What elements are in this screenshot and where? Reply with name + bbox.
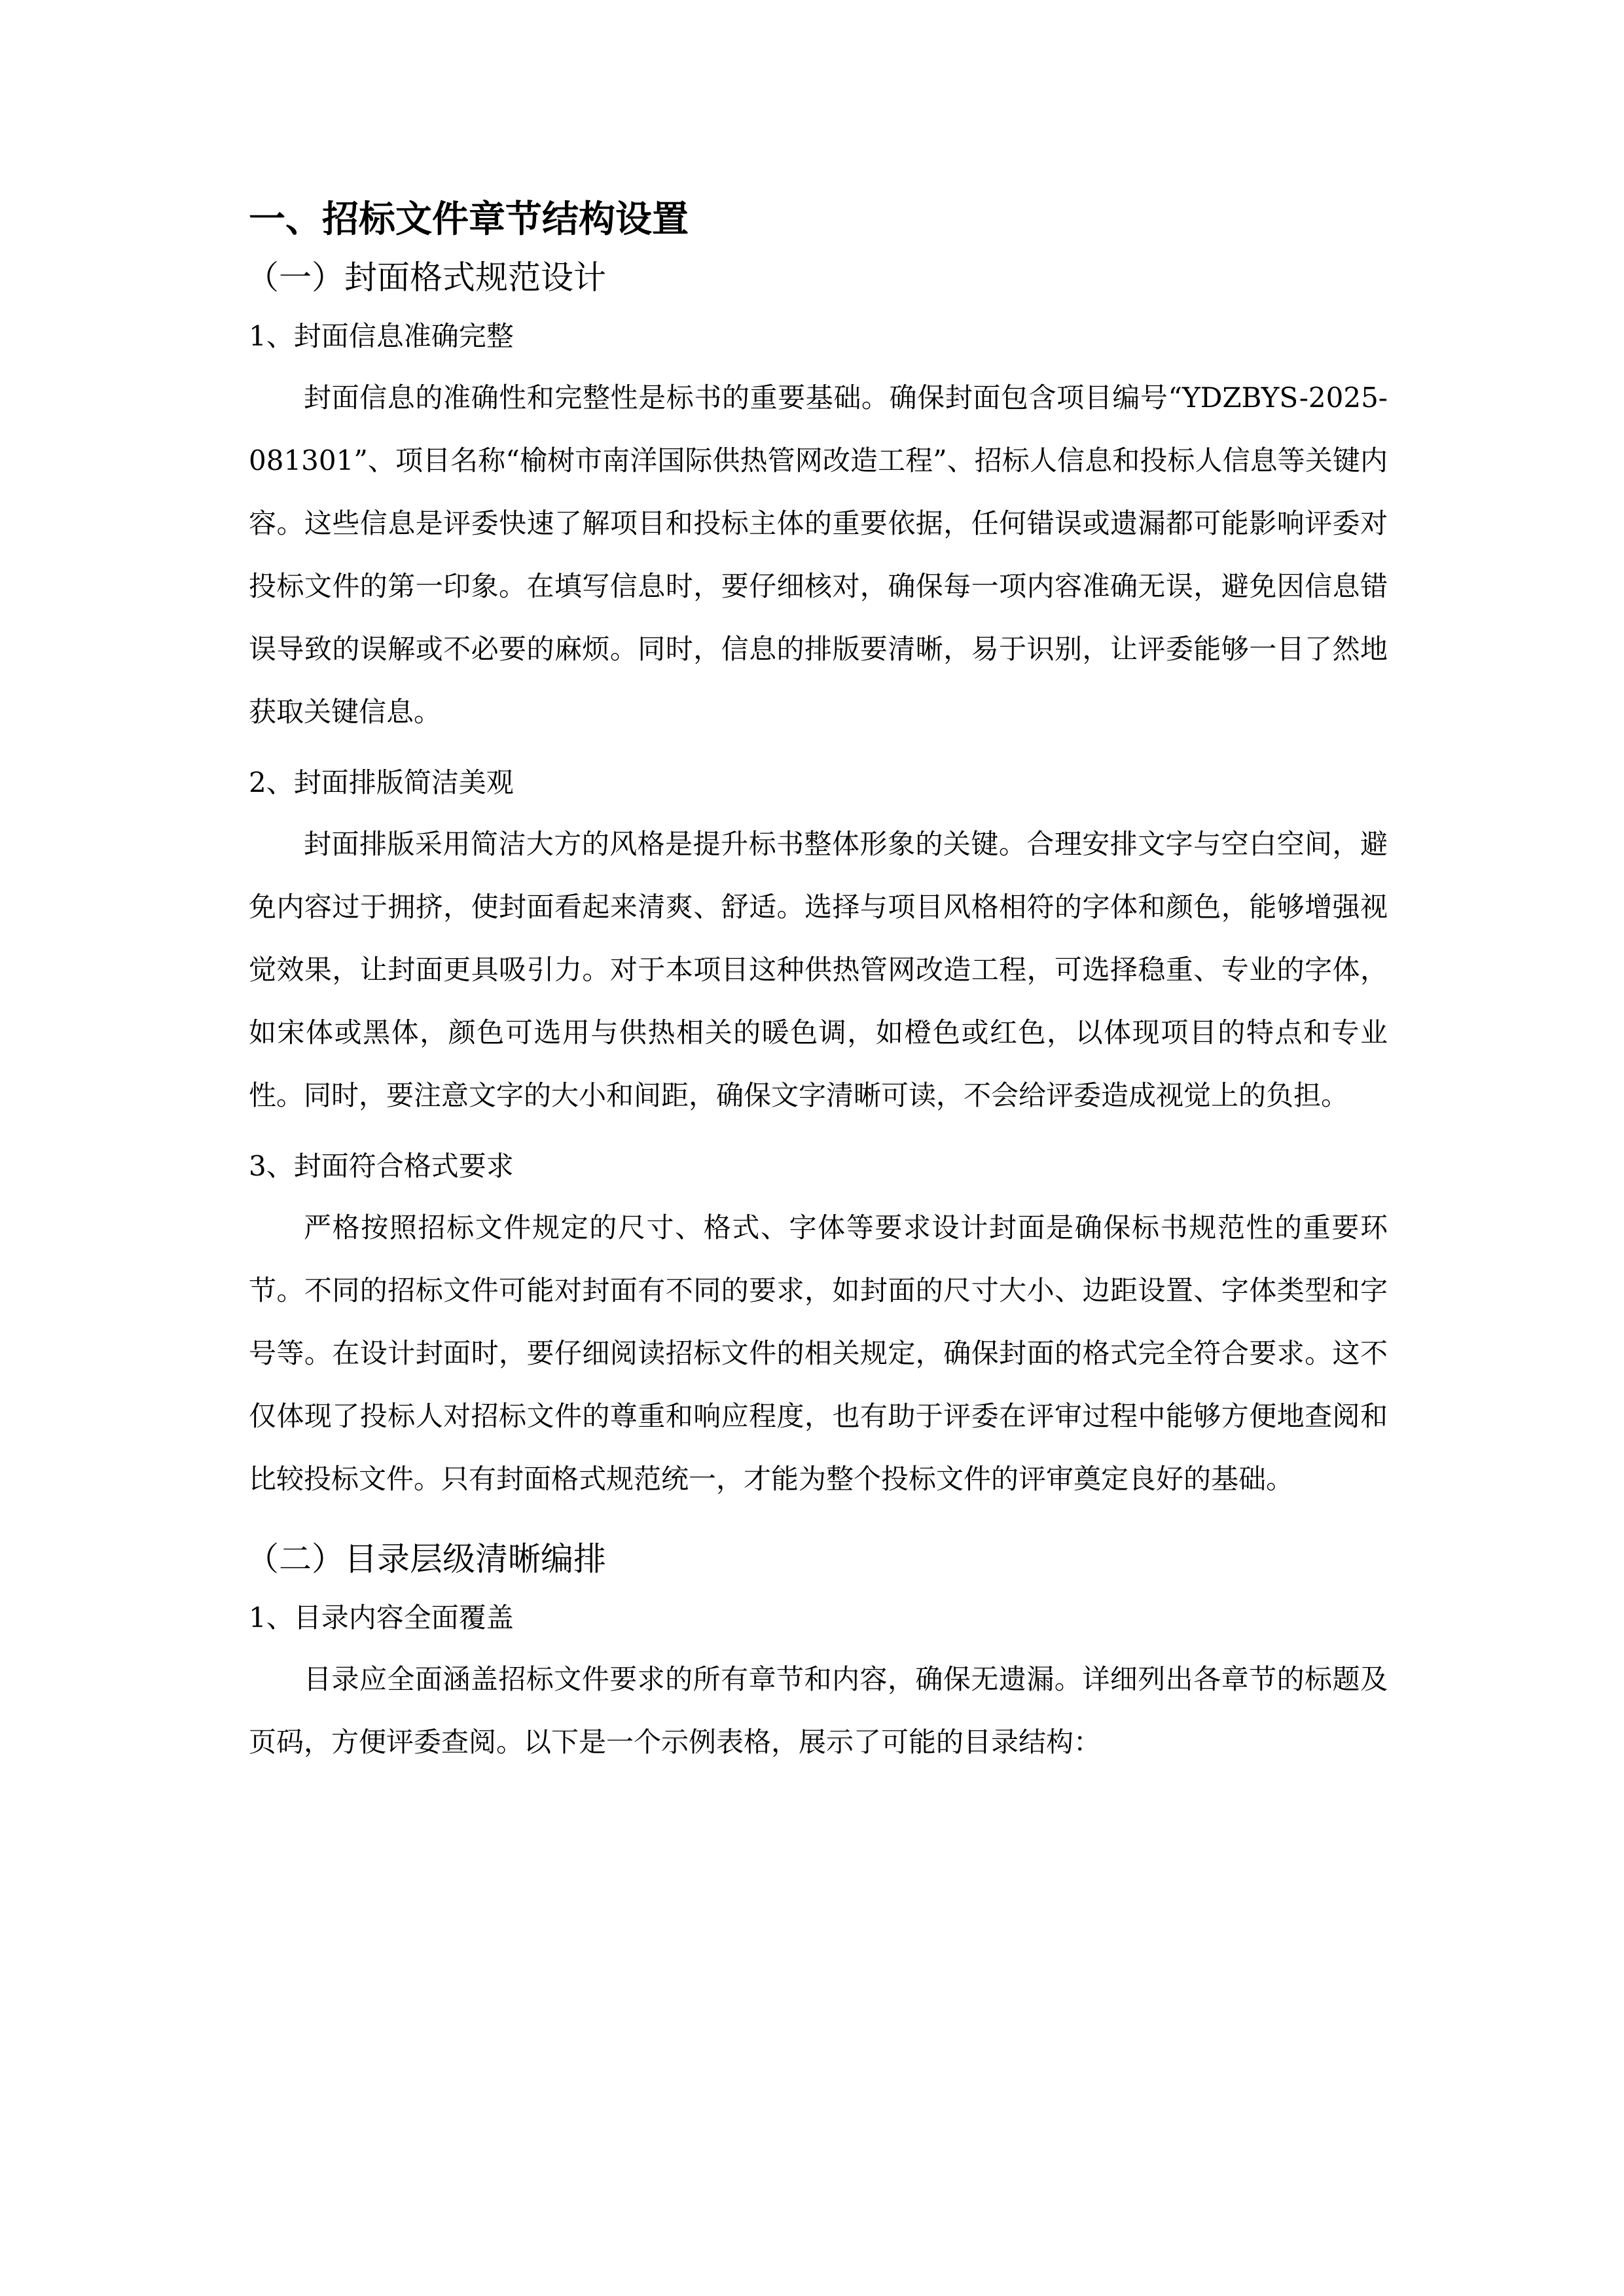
section-title: 一、招标文件章节结构设置	[249, 198, 689, 241]
item-heading-cover-layout: 2、封面排版简洁美观	[249, 766, 514, 798]
subsection-title-cover: （一）封面格式规范设计	[246, 259, 606, 296]
subsection-title-toc: （二）目录层级清晰编排	[246, 1540, 606, 1578]
paragraph-cover-info: 封面信息的准确性和完整性是标书的重要基础。确保封面包含项目编号“YDZBYS-2025-081301”、项目名称“榆树市南洋国际供热管网改造工程”、招标人信息和投标人信息等关键内容。这些信息是评委快速了解项目和投标主体的重要依据，任何错误或遗漏都可能影响评委对投标文件的第一印象。在填写信息时，要仔细核对，确保每一项内容准确无误，避免因信息错误导致的误解或不必要的麻烦。同时，信息的排版要清晰，易于识别，让评委能够一目了然地获取关键信息。	[249, 382, 1388, 728]
paragraph-cover-layout: 封面排版采用简洁大方的风格是提升标书整体形象的关键。合理安排文字与空白空间，避免内容过于拥挤，使封面看起来清爽、舒适。选择与项目风格相符的字体和颜色，能够增强视觉效果，让封面更具吸引力。对于本项目这种供热管网改造工程，可选择稳重、专业的字体，如宋体或黑体，颜色可选用与供热相关的暖色调，如橙色或红色，以体现项目的特点和专业性。同时，要注意文字的大小和间距，确保文字清晰可读，不会给评委造成视觉上的负担。	[249, 828, 1388, 1111]
paragraph-toc-content: 目录应全面涵盖招标文件要求的所有章节和内容，确保无遗漏。详细列出各章节的标题及页码，方便评委查阅。以下是一个示例表格，展示了可能的目录结构：	[249, 1663, 1388, 1758]
item-heading-cover-info: 1、封面信息准确完整	[249, 320, 514, 352]
paragraph-cover-format: 严格按照招标文件规定的尺寸、格式、字体等要求设计封面是确保标书规范性的重要环节。不同的招标文件可能对封面有不同的要求，如封面的尺寸大小、边距设置、字体类型和字号等。在设计封面时，要仔细阅读招标文件的相关规定，确保封面的格式完全符合要求。这不仅体现了投标人对招标文件的尊重和响应程度，也有助于评委在评审过程中能够方便地查阅和比较投标文件。只有封面格式规范统一，才能为整个投标文件的评审奠定良好的基础。	[249, 1211, 1388, 1495]
document-page	[246, 194, 1388, 1792]
item-heading-toc-content: 1、目录内容全面覆盖	[249, 1602, 514, 1634]
item-heading-cover-format: 3、封面符合格式要求	[249, 1150, 514, 1182]
